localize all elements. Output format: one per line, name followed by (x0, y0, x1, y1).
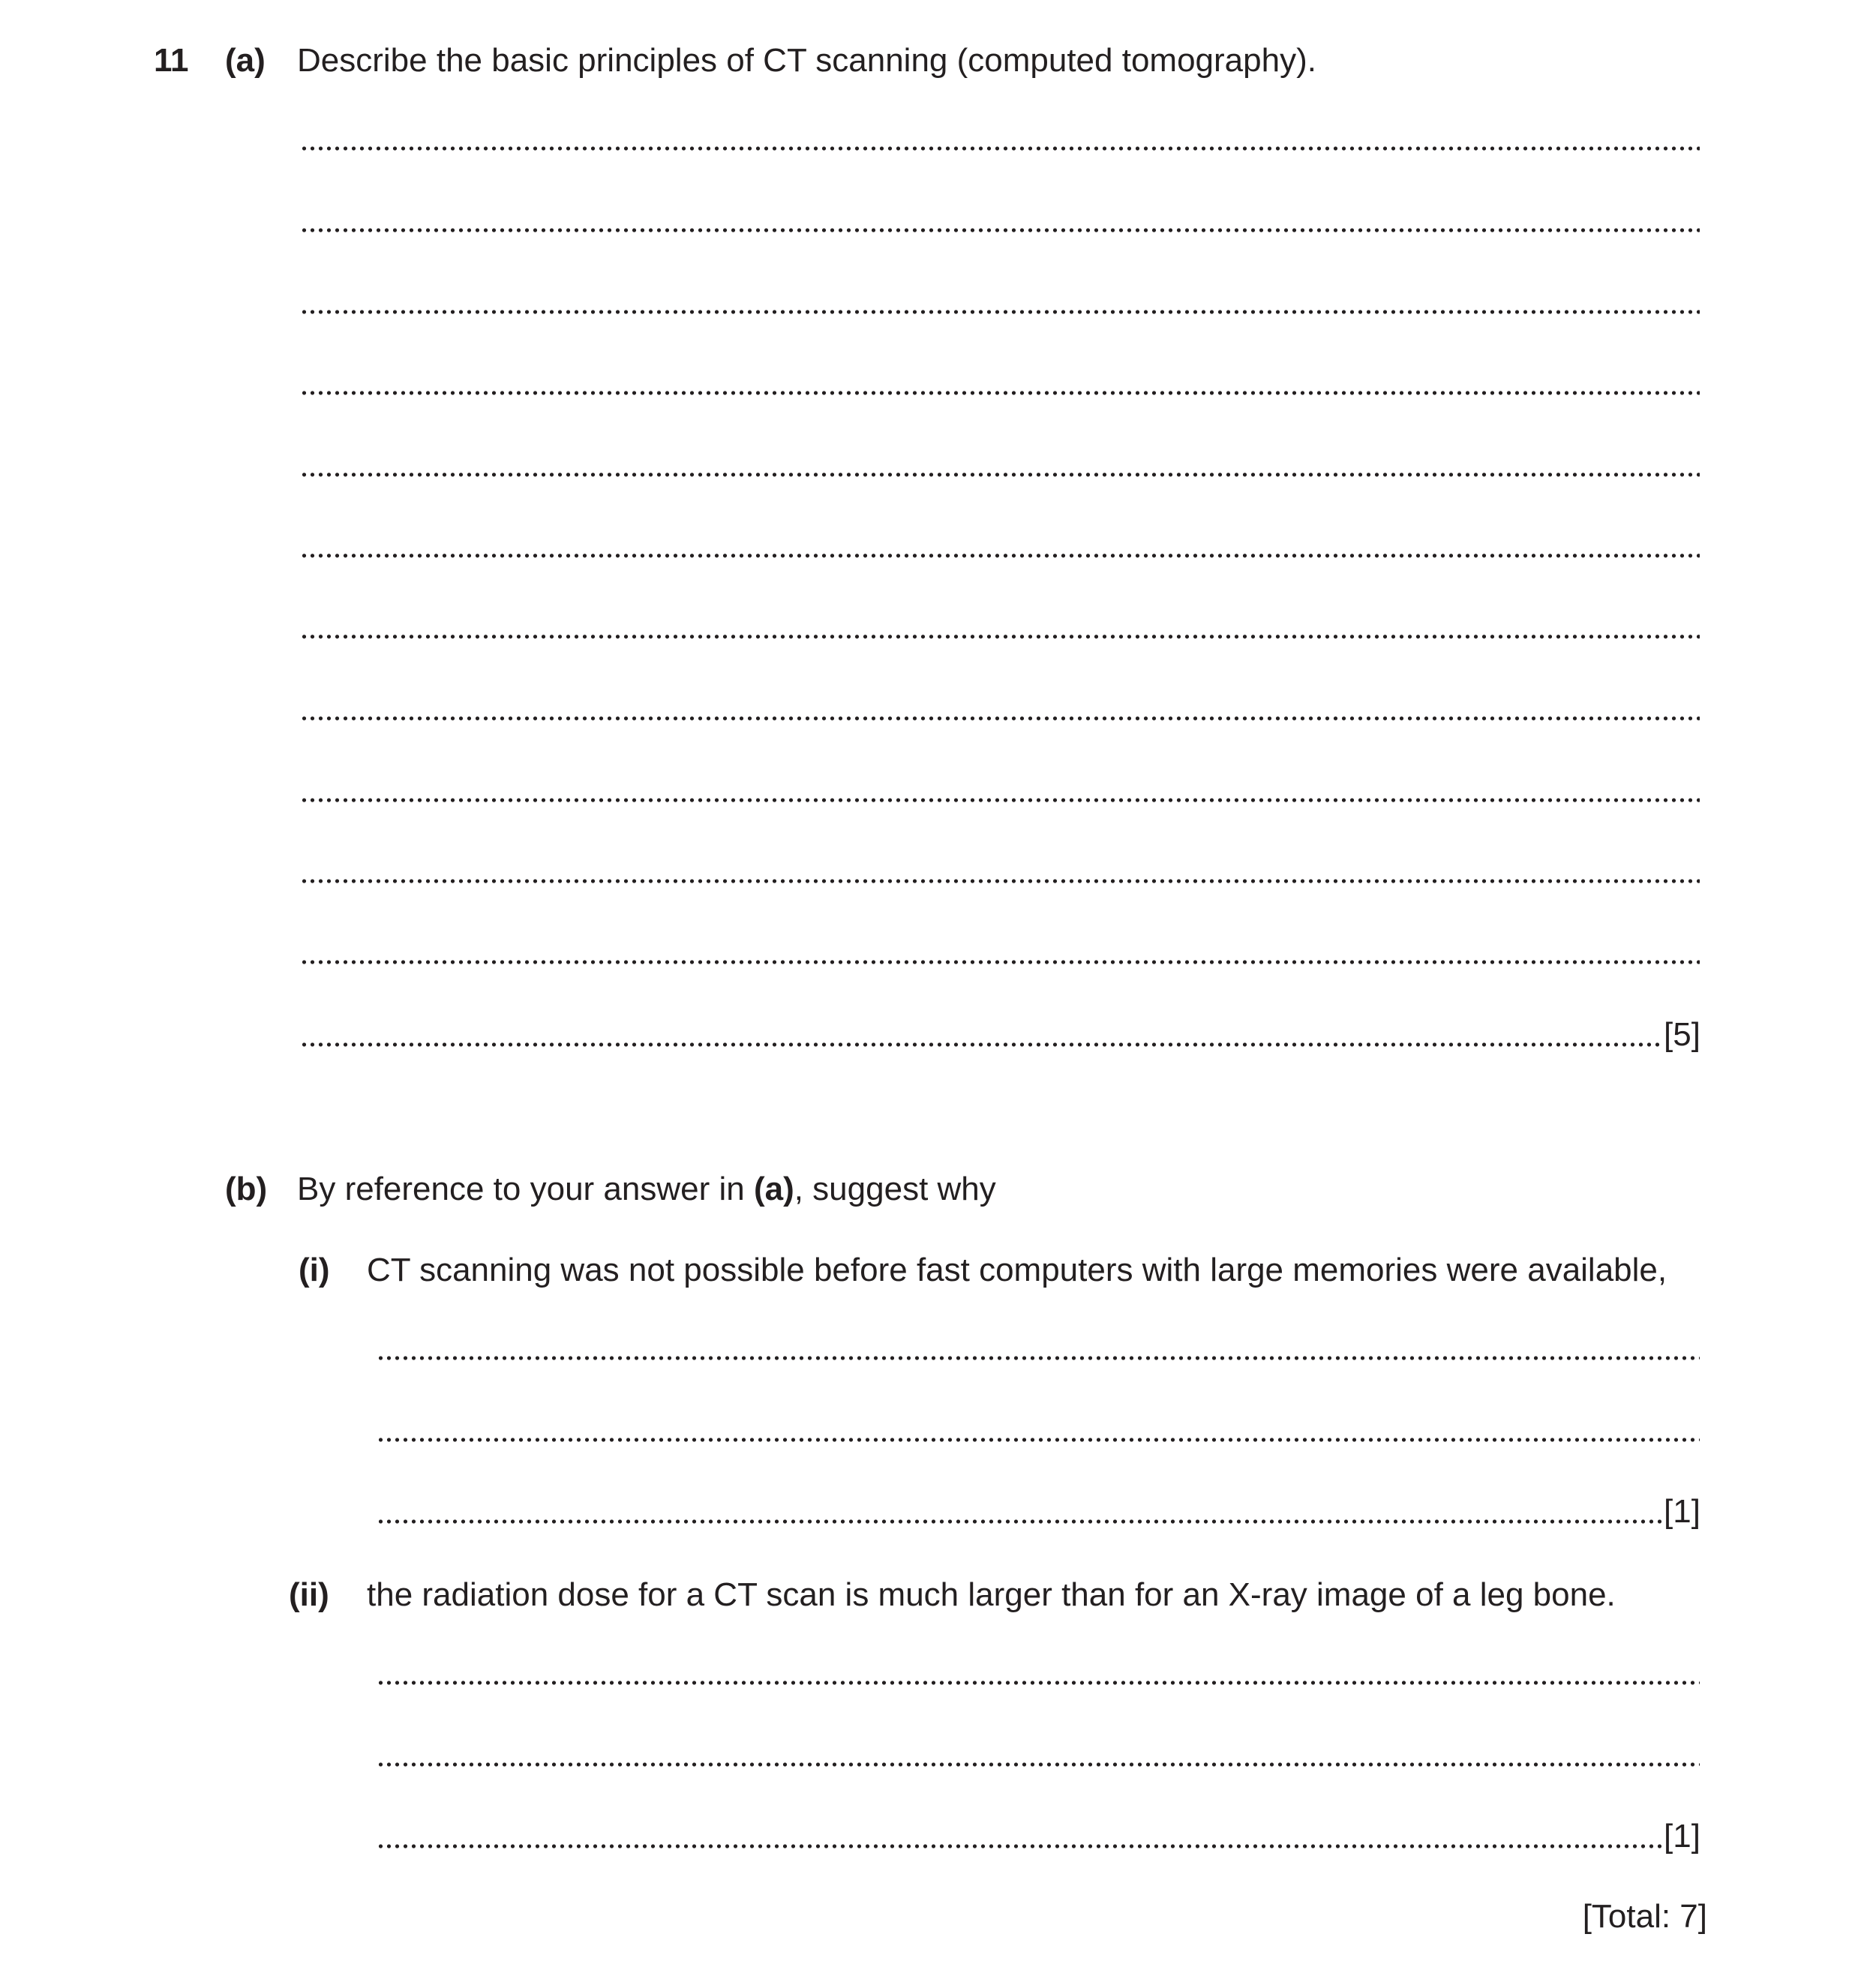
question-number: 11 (154, 42, 189, 79)
answer-line[interactable] (300, 391, 1700, 395)
part-b-prompt-ref: (a) (753, 1171, 794, 1207)
answer-line[interactable] (300, 553, 1700, 558)
answer-line[interactable] (377, 1519, 1662, 1524)
part-b-prompt (297, 1170, 996, 1209)
answer-line[interactable] (300, 716, 1700, 721)
part-b-prompt-after: , suggest why (794, 1171, 996, 1207)
answer-line[interactable] (300, 1042, 1662, 1047)
answer-line[interactable] (300, 310, 1700, 314)
sub-i-prompt: CT scanning was not possible before fast computers with large memories were available, (367, 1252, 1667, 1288)
part-a-prompt: Describe the basic principles of CT scanning (computed tomography). (297, 42, 1316, 79)
answer-line[interactable] (300, 798, 1700, 802)
total-marks: [Total: 7] (1582, 1898, 1707, 1935)
sub-i-label: (i) (299, 1252, 330, 1288)
sub-ii-label: (ii) (289, 1576, 329, 1613)
part-b-label: (b) (225, 1171, 268, 1207)
sub-ii-mark: [1] (1664, 1818, 1700, 1855)
sub-i-mark: [1] (1664, 1493, 1700, 1530)
answer-line[interactable] (300, 634, 1700, 639)
part-b-prompt-before: By reference to your answer in (297, 1171, 754, 1207)
answer-line[interactable] (377, 1762, 1700, 1767)
part-a-label: (a) (225, 42, 266, 79)
part-a-mark: [5] (1664, 1016, 1700, 1053)
answer-line[interactable] (377, 1681, 1700, 1685)
answer-line[interactable] (300, 960, 1700, 964)
answer-line[interactable] (300, 472, 1700, 477)
answer-line[interactable] (300, 228, 1700, 232)
answer-line[interactable] (377, 1844, 1662, 1849)
answer-line[interactable] (377, 1438, 1700, 1442)
answer-line[interactable] (300, 879, 1700, 883)
sub-ii-prompt: the radiation dose for a CT scan is much larger than for an X-ray image of a leg bone. (367, 1576, 1616, 1613)
answer-line[interactable] (300, 146, 1700, 151)
answer-line[interactable] (377, 1356, 1700, 1360)
